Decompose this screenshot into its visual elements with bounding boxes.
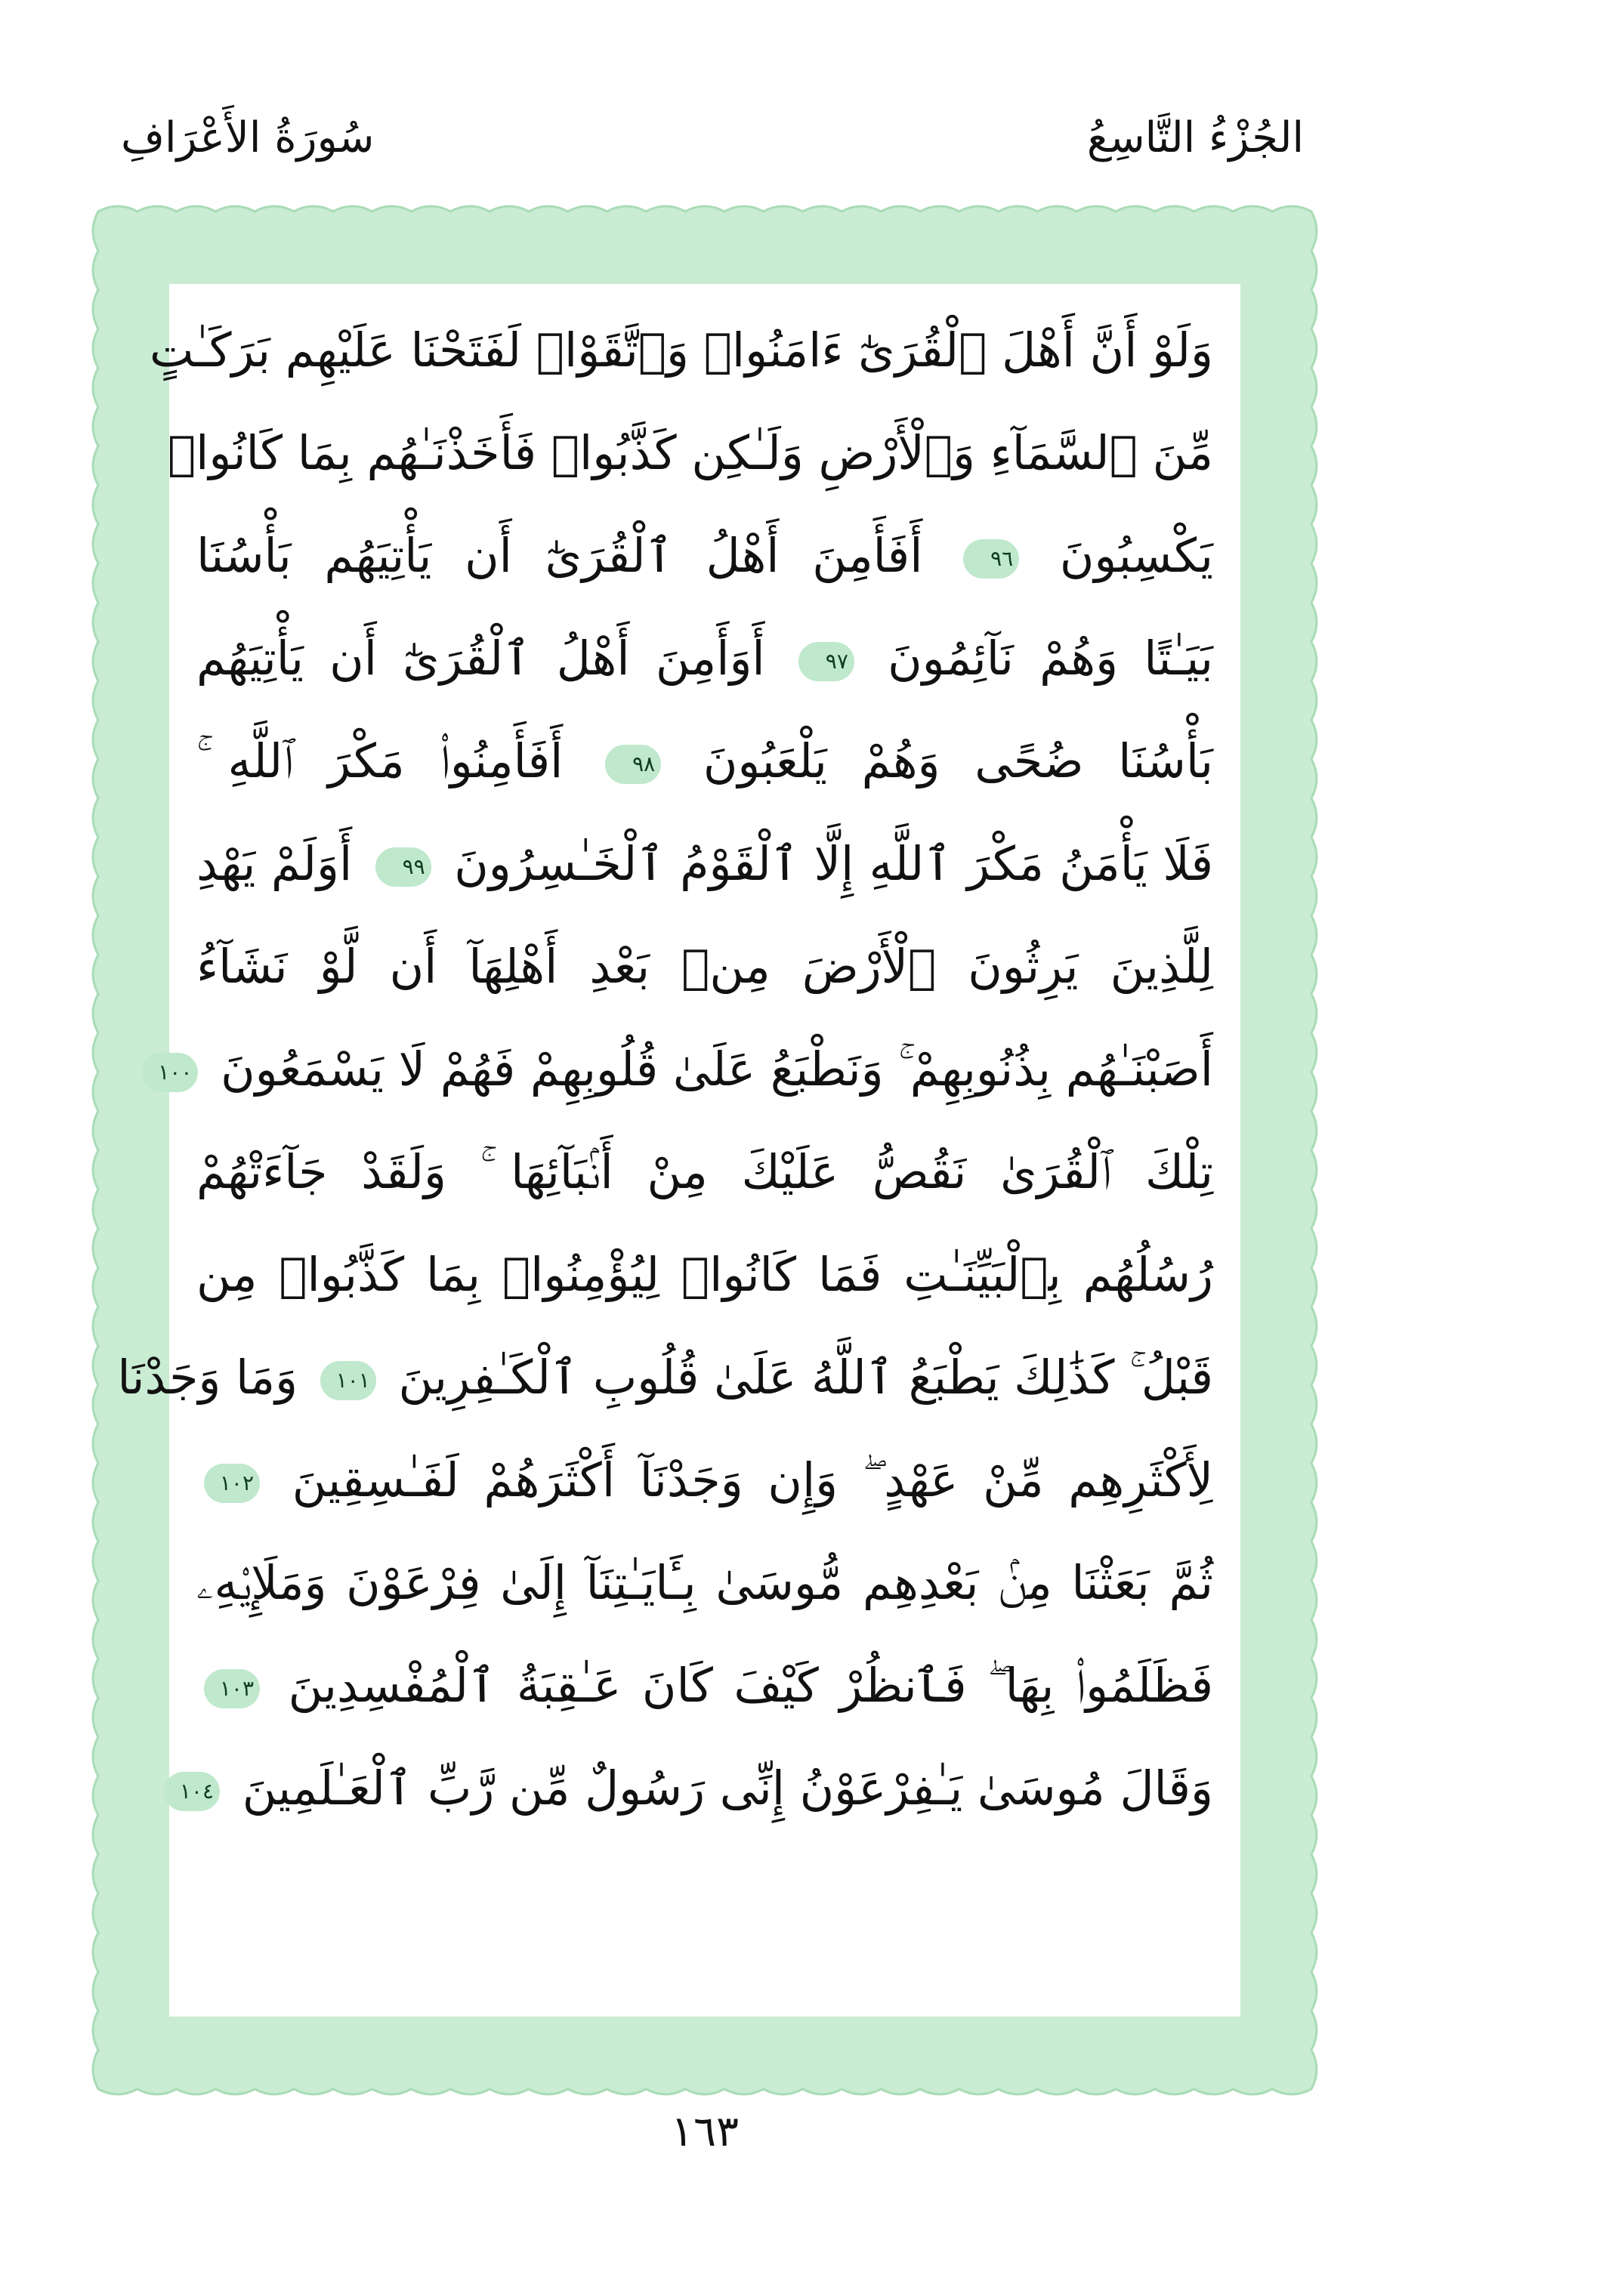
verse-line [196,710,1213,813]
verse-text: لِأَكْثَرِهِم مِّنْ عَهْدٍ ۖ وَإِن وَجَدْنَآ أَكْثَرَهُمْ لَفَـٰسِقِينَ [292,1452,1213,1508]
verse-text: وَقَالَ مُوسَىٰ يَـٰفِرْعَوْنُ إِنِّى رَسُولٌ مِّن رَّبِّ ٱلْعَـٰلَمِينَ [242,1761,1213,1816]
verse-text: أَصَبْنَـٰهُم بِذُنُوبِهِمْ ۚ وَنَطْبَعُ عَلَىٰ قُلُوبِهِمْ فَهُمْ لَا يَسْمَعُونَ [221,1042,1213,1097]
verse-line [179,1737,1213,1840]
ayah-number-marker: ١٠١ [320,1361,376,1400]
page-number: ١٦٣ [670,2107,740,2156]
ayah-number-marker: ٩٩ [375,847,431,887]
verse-text: مِّنَ ٱلسَّمَآءِ وَٱلْأَرْضِ وَلَـٰكِن كَذَّبُوا۟ فَأَخَذْنَـٰهُم بِمَا كَانُوا۟ [167,425,1213,480]
verse-line [196,1121,1213,1224]
surah-title: سُورَةُ الأَعْرَافِ [121,113,375,162]
verse-text: قَبْلُ ۚ كَذَٰلِكَ يَطْبَعُ ٱللَّهُ عَلَىٰ قُلُوبِ ٱلْكَـٰفِرِينَ [398,1350,1213,1405]
verse-text: أَفَأَمِنُوا۟ مَكْرَ ٱللَّهِ ۚ [196,733,564,788]
verse-line [167,402,1213,505]
ayah-number-marker: ١٠٤ [164,1772,220,1811]
ayah-number-marker: ٩٦ [963,539,1019,579]
ayah-number-marker: ١٠٣ [204,1669,260,1708]
ayah-number-marker: ١٠٢ [204,1464,260,1503]
verse-text: أَوَأَمِنَ أَهْلُ ٱلْقُرَىٰٓ أَن يَأْتِيَهُم [196,631,765,686]
verse-text: رُسُلُهُم بِٱلْبَيِّنَـٰتِ فَمَا كَانُوا۟ لِيُؤْمِنُوا۟ بِمَا كَذَّبُوا۟ مِن [196,1247,1213,1302]
verse-text: يَكْسِبُونَ [1059,528,1213,583]
page-frame [89,202,1320,2098]
verse-line [149,299,1213,402]
verse-text: فَلَا يَأْمَنُ مَكْرَ ٱللَّهِ إِلَّا ٱلْقَوْمُ ٱلْخَـٰسِرُونَ [454,836,1213,891]
verse-line [196,1224,1213,1326]
verse-text: وَلَوْ أَنَّ أَهْلَ ٱلْقُرَىٰٓ ءَامَنُوا۟ وَٱتَّقَوْا۟ لَفَتَحْنَا عَلَيْهِم بَرَكَـٰتٍ [149,322,1213,378]
verse-text: فَظَلَمُوا۟ بِهَا ۖ فَٱنظُرْ كَيْفَ كَانَ عَـٰقِبَةُ ٱلْمُفْسِدِينَ [288,1658,1213,1713]
ayah-number-marker: ٩٧ [798,642,854,681]
ayah-number-marker: ١٠٠ [142,1053,198,1092]
verse-line [117,1326,1213,1429]
verse-text: أَوَلَمْ يَهْدِ [196,836,353,891]
verse-line [196,813,1213,915]
verse-text: وَمَا وَجَدْنَا [117,1350,298,1405]
verse-line [196,1634,1213,1737]
verse-line [196,915,1213,1018]
verse-text: أَفَأَمِنَ أَهْلُ ٱلْقُرَىٰٓ أَن يَأْتِيَهُم بَأْسُنَا [196,528,923,583]
verse-text: ثُمَّ بَعَثْنَا مِنۢ بَعْدِهِم مُّوسَىٰ بِـَٔايَـٰتِنَآ إِلَىٰ فِرْعَوْنَ وَمَلَإِي۟هِۦ [196,1555,1213,1610]
ayah-number-marker: ٩٨ [605,745,661,784]
verse-line [196,1532,1213,1634]
verse-text: لِلَّذِينَ يَرِثُونَ ٱلْأَرْضَ مِنۢ بَعْدِ أَهْلِهَآ أَن لَّوْ نَشَآءُ [196,939,1213,994]
verse-line [196,1429,1213,1532]
verse-text: بَأْسُنَا ضُحًى وَهُمْ يَلْعَبُونَ [703,733,1213,788]
verse-line [196,607,1213,710]
text-panel [117,284,1240,2017]
verse-line [158,1018,1213,1121]
verse-text: تِلْكَ ٱلْقُرَىٰ نَقُصُّ عَلَيْكَ مِنْ أَنۢبَآئِهَا ۚ وَلَقَدْ جَآءَتْهُمْ [196,1144,1213,1199]
verse-line [196,505,1213,607]
juz-title: الجُزْءُ التَّاسِعُ [1086,113,1304,162]
verse-text: بَيَـٰتًا وَهُمْ نَآئِمُونَ [888,631,1213,686]
